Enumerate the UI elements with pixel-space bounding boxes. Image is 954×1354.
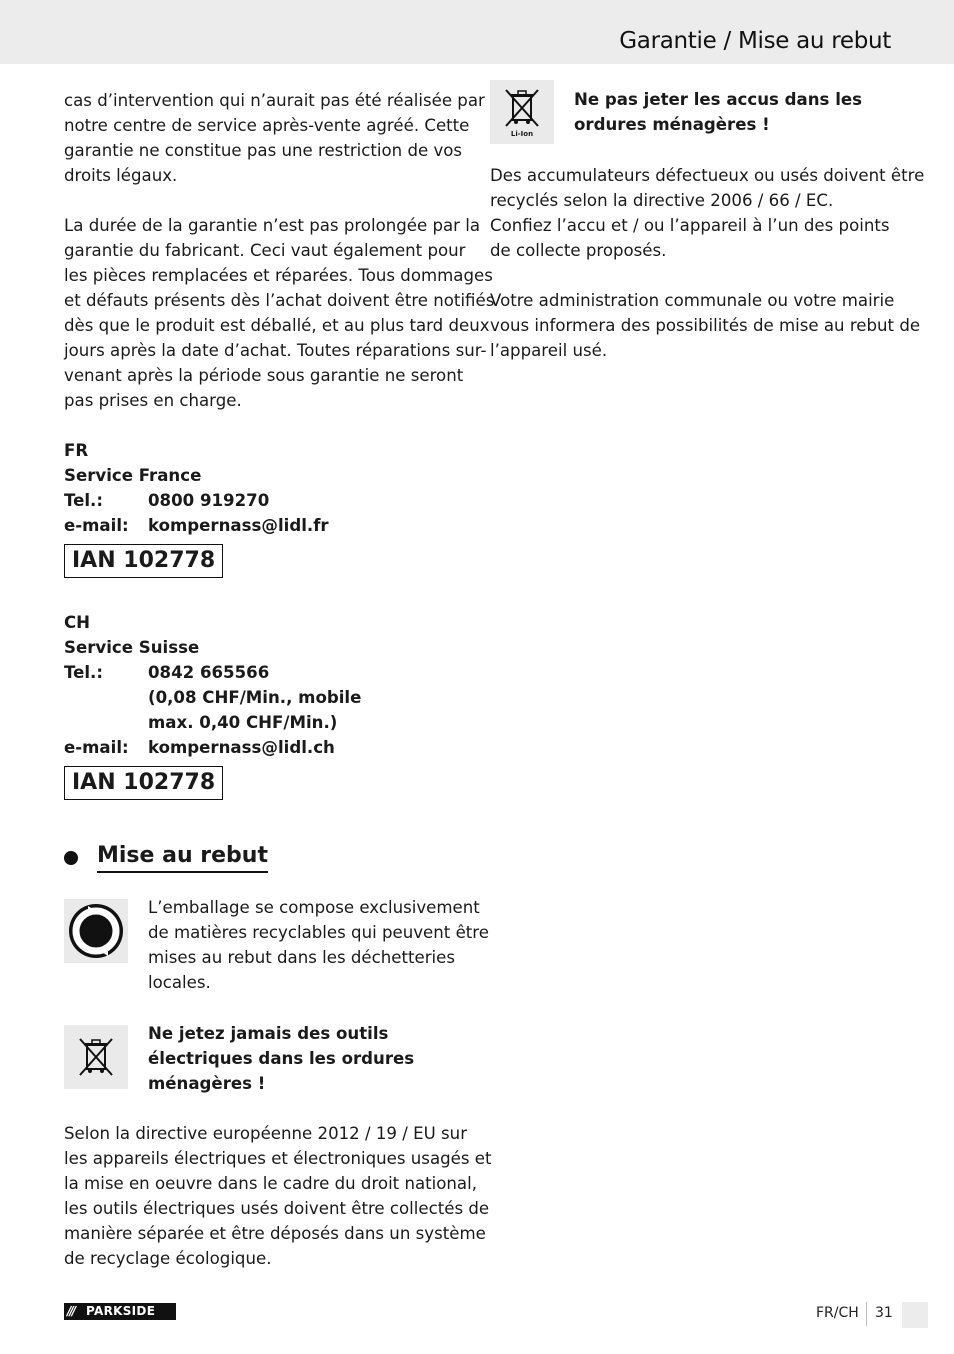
- text-line: Ne pas jeter les accus dans les: [574, 90, 863, 109]
- text-line: Ne jetez jamais des outils: [148, 1024, 389, 1043]
- text-line: Votre administration communale ou votre mairie: [490, 291, 895, 310]
- directive-paragraph: [64, 1121, 492, 1271]
- ian-box: IAN 102778: [64, 766, 223, 800]
- text-line: dès que le produit est déballé, et au plus tard deux: [64, 316, 490, 335]
- weee-warning: [64, 1025, 468, 1096]
- left-column: [64, 88, 495, 1296]
- text-line: garantie ne constitue pas une restriction de vos: [64, 141, 463, 160]
- text-line: l’appareil usé.: [490, 341, 608, 360]
- service-name: Service France: [64, 466, 202, 485]
- footer-divider: [866, 1302, 867, 1326]
- text-line: Des accumulateurs défectueux ou usés doivent être: [490, 166, 925, 185]
- right-column: [490, 80, 925, 388]
- section-heading: [64, 842, 468, 873]
- language-code: FR/CH: [816, 1305, 859, 1321]
- bullet-icon: [64, 851, 78, 865]
- country-code: CH: [64, 613, 91, 632]
- text-line: électriques dans les ordures: [148, 1049, 415, 1068]
- green-dot-recycling-icon: [64, 899, 128, 963]
- text-line: locales.: [148, 973, 211, 992]
- email-row: [64, 513, 468, 538]
- text-line: notre centre de service après-vente agréé. Cette: [64, 116, 470, 135]
- service-name: Service Suisse: [64, 638, 200, 657]
- text-line: les appareils électriques et électroniques usagés et: [64, 1149, 492, 1168]
- text-line: mises au rebut dans les déchetteries: [148, 948, 455, 967]
- battery-warning-text: [574, 87, 862, 137]
- text-line: les outils électriques usés doivent être collectés de: [64, 1199, 490, 1218]
- service-france-block: [64, 438, 468, 538]
- phone-row: [64, 660, 468, 735]
- phone-number: [148, 660, 361, 735]
- text-line: venant après la période sous garantie ne seront: [64, 366, 464, 385]
- text-line: cas d’intervention qui n’aurait pas été réalisée par: [64, 91, 485, 110]
- text-line: ordures ménagères !: [574, 115, 770, 134]
- page-number: 31: [875, 1305, 893, 1321]
- text-line: de recyclage écologique.: [64, 1249, 272, 1268]
- text-line: les pièces remplacées et réparées. Tous dommages: [64, 266, 493, 285]
- battery-paragraph-2: [490, 288, 921, 363]
- email-label: e-mail:: [64, 516, 129, 535]
- page-header: [0, 0, 954, 64]
- crossed-bin-li-ion-icon: [490, 80, 554, 144]
- logo-stripes: ///: [67, 1304, 75, 1318]
- phone-label: Tel.:: [64, 491, 103, 510]
- text-line: de matières recyclables qui peuvent être: [148, 923, 489, 942]
- text-line: droits légaux.: [64, 166, 178, 185]
- text-line: de collecte proposés.: [490, 241, 667, 260]
- warranty-paragraph-1: [64, 88, 485, 188]
- parkside-logo: [64, 1303, 176, 1320]
- li-ion-label: Li-Ion: [510, 130, 534, 138]
- phone-number: 0800 919270: [148, 491, 270, 510]
- crossed-bin-icon: [64, 1025, 128, 1089]
- text-line: pas prises en charge.: [64, 391, 242, 410]
- email-address: kompernass@lidl.fr: [148, 516, 329, 535]
- email-address: kompernass@lidl.ch: [148, 738, 335, 757]
- text-line: manière séparée et être déposés dans un système: [64, 1224, 486, 1243]
- text-line: Confiez l’accu et / ou l’appareil à l’un des points: [490, 216, 890, 235]
- text-line: vous informera des possibilités de mise au rebut de: [490, 316, 921, 335]
- phone-line: 0842 665566: [148, 663, 270, 682]
- logo-brand: PARKSIDE: [86, 1304, 156, 1318]
- text-line: Selon la directive européenne 2012 / 19 / EU sur: [64, 1124, 468, 1143]
- phone-row: [64, 488, 468, 513]
- text-line: jours après la date d’achat. Toutes réparations sur-: [64, 341, 487, 360]
- packaging-info: [64, 898, 489, 995]
- text-line: et défauts présents dès l’achat doivent être notifiés: [64, 291, 495, 310]
- battery-warning: [490, 80, 890, 144]
- page-title: Garantie / Mise au rebut: [619, 28, 891, 54]
- text-line: La durée de la garantie n’est pas prolongée par la: [64, 216, 481, 235]
- email-row: [64, 735, 468, 760]
- warranty-paragraph-2: [64, 213, 495, 413]
- packaging-text: [148, 895, 489, 995]
- phone-label: Tel.:: [64, 663, 103, 682]
- text-line: garantie du fabricant. Ceci vaut également pour: [64, 241, 466, 260]
- battery-paragraph-1: [490, 163, 925, 263]
- country-code: FR: [64, 441, 89, 460]
- footer-corner-box: [902, 1302, 928, 1328]
- text-line: L’emballage se compose exclusivement: [148, 898, 480, 917]
- text-line: ménagères !: [148, 1074, 266, 1093]
- weee-warning-text: [148, 1021, 414, 1096]
- text-line: la mise en oeuvre dans le cadre du droit national,: [64, 1174, 477, 1193]
- section-title: Mise au rebut: [97, 842, 268, 873]
- email-label: e-mail:: [64, 738, 129, 757]
- service-suisse-block: [64, 610, 468, 760]
- text-line: recyclés selon la directive 2006 / 66 / EC.: [490, 191, 834, 210]
- ian-box: IAN 102778: [64, 544, 223, 578]
- phone-line: max. 0,40 CHF/Min.): [148, 713, 338, 732]
- phone-line: (0,08 CHF/Min., mobile: [148, 688, 362, 707]
